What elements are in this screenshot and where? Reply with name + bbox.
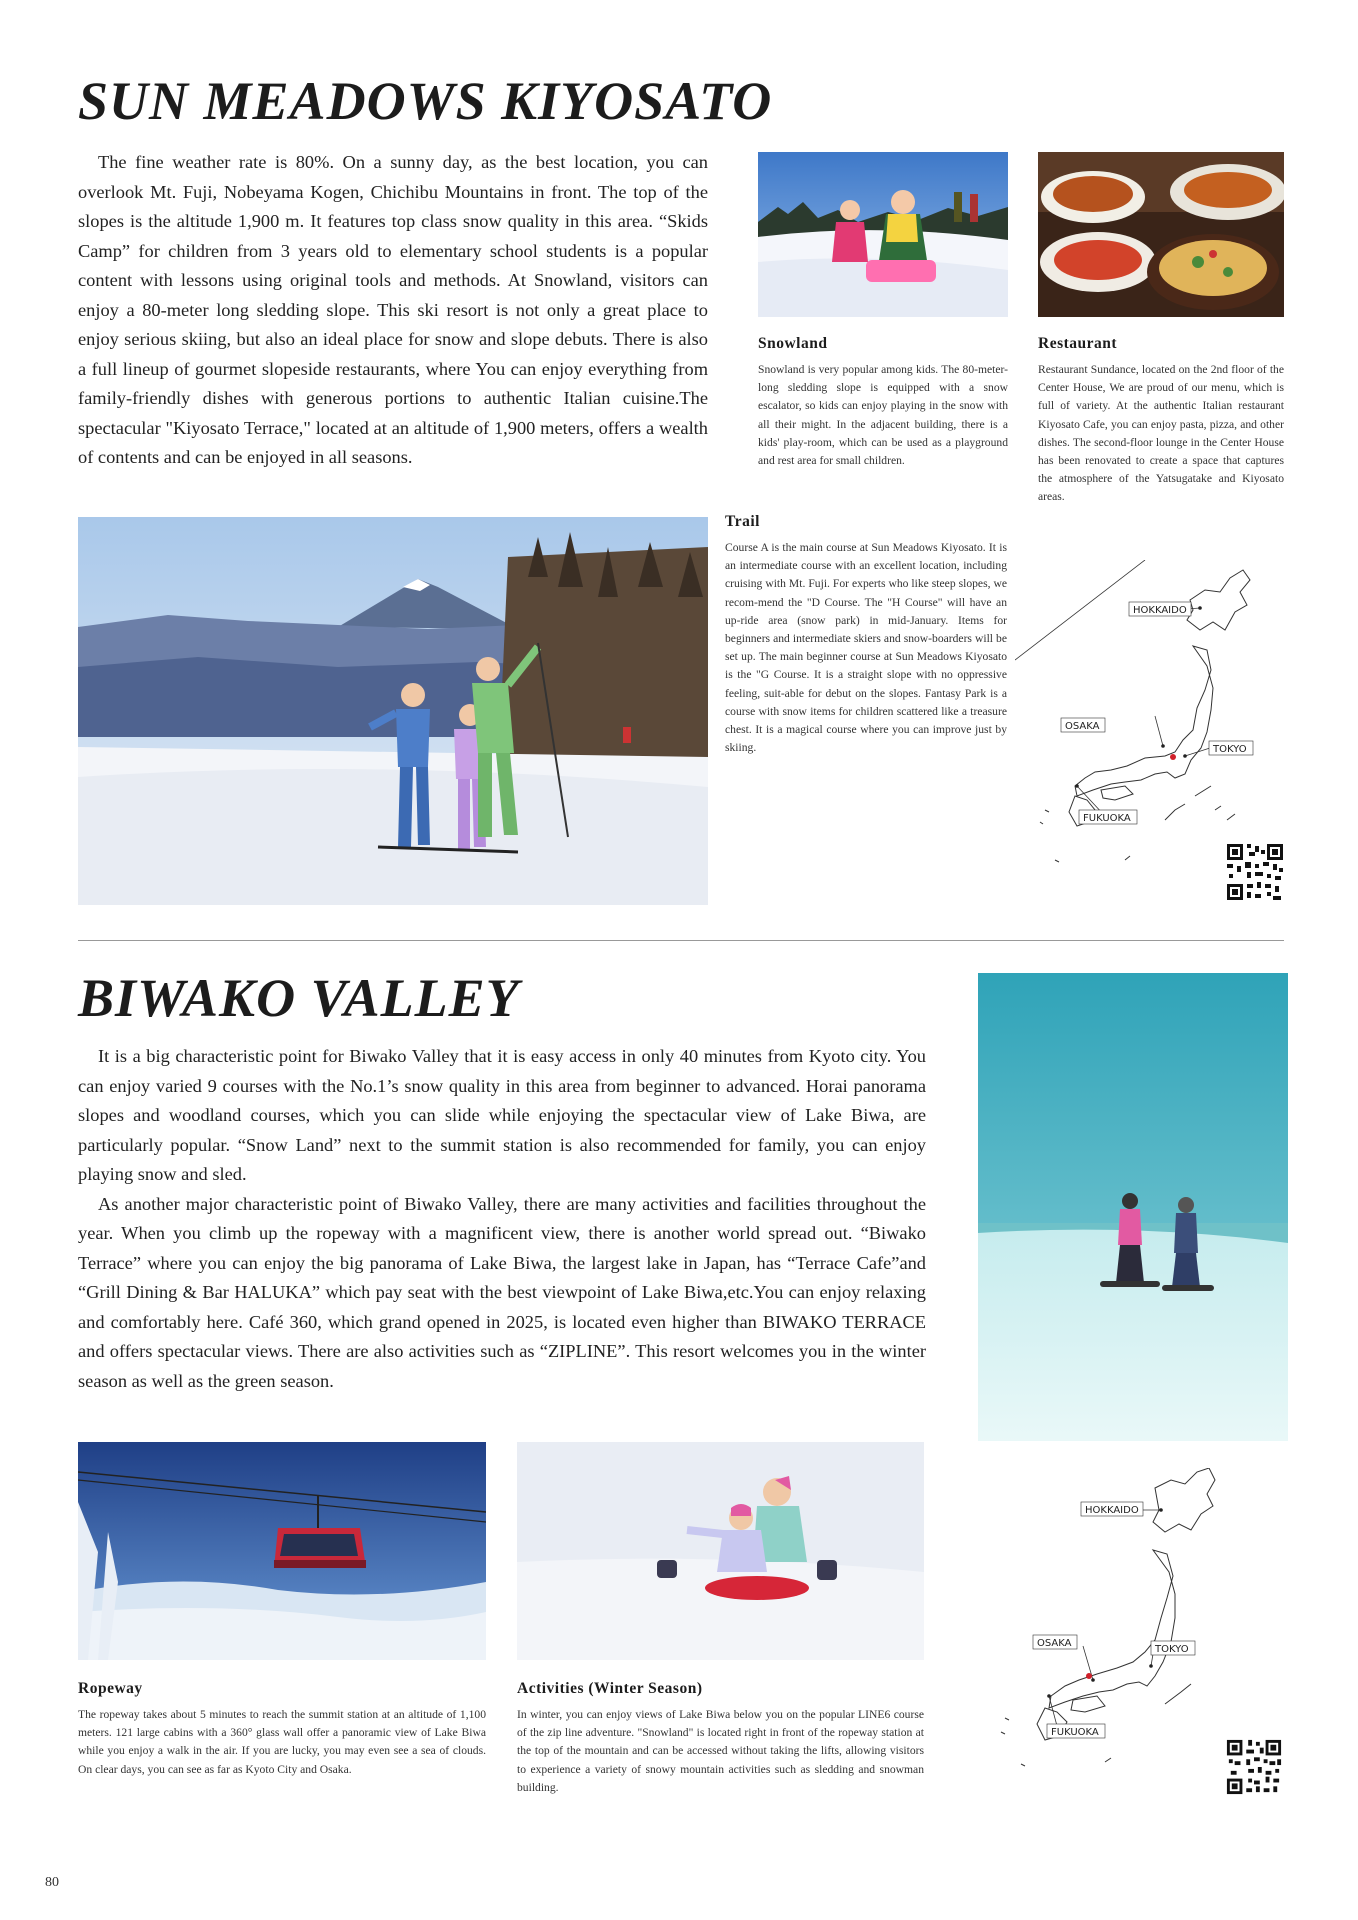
ropeway-title: Ropeway (78, 1680, 143, 1697)
snowland-caption (758, 335, 1008, 470)
biwako-intro (78, 1042, 926, 1396)
ropeway-photo (78, 1442, 486, 1660)
sledding-photo (517, 1442, 924, 1660)
sun-meadows-main-photo (78, 517, 708, 905)
activities-caption (517, 1680, 924, 1797)
restaurant-caption (1038, 335, 1284, 507)
ropeway-caption (78, 1680, 486, 1779)
section-title-biwako-valley: BIWAKO VALLEY (78, 968, 520, 1028)
trail-caption (725, 513, 1007, 757)
restaurant-body: Restaurant Sundance, located on the 2nd floor of the Center House, We are proud of our menu, which is full of variety. At the authentic Italian restaurant Kiyosato Cafe, you can enjoy pasta, pizza, and other dishes. The second-floor lounge in the Center House has been renovated to create a space that captures the atmosphere of the Yatsugatake and Kiyosato areas. (1038, 363, 1284, 504)
snowland-title: Snowland (758, 335, 828, 352)
snowland-body: Snowland is very popular among kids. The 80-meter-long sledding slope is equipped with a snow escalator, so kids can enjoy playing in the snow with all their might. In the adjacent building, there is a kids' play-room, which can be used as a playground and rest area for small children. (758, 363, 1008, 468)
qr-code-sun-meadows[interactable] (1225, 842, 1285, 902)
restaurant-photo (1038, 152, 1284, 317)
biwako-intro-p1: It is a big characteristic point for Biwako Valley that it is easy access in only 40 minutes from Kyoto city. You can enjoy varied 9 courses with the No.1’s snow quality in this area from beginner to advanced. Horai panorama slopes and woodland courses, which you can slide while enjoying the spectacular view of Lake Biwa, are particularly popular. “Snow Land” next to the summit station is also recommended for family, you can enjoy playing snow and sled. (78, 1046, 926, 1184)
japan-map-sun-meadows (1015, 560, 1295, 880)
map2-label-fukuoka: FUKUOKA (1051, 1727, 1099, 1738)
page-number: 80 (45, 1875, 59, 1890)
trail-body: Course A is the main course at Sun Meadows Kiyosato. It is an intermediate course with an excellent location, including cruising with Mt. Fuji. For experts who like steep slopes, we recom-mend the "D Course. The "H Course" will have an up-ride area (snow park) in mid-January. Items for beginners and intermediate skiers and snow-boarders will be set up. The main beginner course at Sun Meadows Kiyosato is the "G Course. It is a straight slope with no oppressive feeling, suit-able for debut on the slopes. Fantasy Park is a course with snow items for children scattered like a treasure chest. It is a magical course where you can improve just by skiing. (725, 541, 1007, 755)
qr-code-biwako[interactable] (1225, 1738, 1283, 1796)
map1-label-tokyo: TOKYO (1213, 744, 1247, 755)
snowland-photo (758, 152, 1008, 317)
restaurant-title: Restaurant (1038, 335, 1118, 352)
biwako-snowboard-photo (978, 973, 1288, 1441)
map1-label-fukuoka: FUKUOKA (1083, 813, 1131, 824)
sun-meadows-intro: The fine weather rate is 80%. On a sunny day, as the best location, you can overlook Mt. Fuji, Nobeyama Kogen, Chichibu Mountains in front. The top of the slopes is the altitude 1,900 m. It features top class snow quality in this area. “Skids Camp” for children from 3 years old to elementary school students is a popular content with lessons using original tools and methods. At Snowland, visitors can enjoy a 80-meter long sledding slope. This ski resort is not only a great place to enjoy serious skiing, but also an ideal place for snow and slope debuts. There is also a full lineup of gourmet slopeside restaurants, where You can enjoy everything from family-friendly dishes with generous portions to authentic Italian cuisine.The spectacular "Kiyosato Terrace," located at an altitude of 1,900 meters, offers a wealth of contents and can be enjoyed in all seasons. (78, 152, 708, 467)
section-title-sun-meadows: SUN MEADOWS KIYOSATO (78, 71, 773, 131)
map2-label-hokkaido: HOKKAIDO (1085, 1505, 1139, 1516)
activities-body: In winter, you can enjoy views of Lake Biwa below you on the popular LINE6 course of the zip line adventure. "Snowland" is located right in front of the ropeway station at the top of the mountain and can be accessed without taking the lifts, allowing visitors to experience a variety of snowy mountain activities such as sledding and snowman building. (517, 1708, 924, 1794)
section-divider (78, 940, 1284, 941)
map1-label-hokkaido: HOKKAIDO (1133, 605, 1187, 616)
map1-label-osaka: OSAKA (1065, 721, 1100, 732)
activities-title: Activities (Winter Season) (517, 1680, 703, 1697)
ropeway-body: The ropeway takes about 5 minutes to reach the summit station at an altitude of 1,100 meters. 121 large cabins with a 360° glass wall offer a panoramic view of Lake Biwa while you enjoy a walk in the air. If you are lucky, you may even see a sea of clouds. On clear days, you can see as far as Kyoto City and Osaka. (78, 1708, 486, 1776)
map2-label-osaka: OSAKA (1037, 1638, 1072, 1649)
map2-label-tokyo: TOKYO (1155, 1644, 1189, 1655)
japan-map-biwako (985, 1468, 1275, 1768)
biwako-intro-p2: As another major characteristic point of Biwako Valley, there are many activities and facilities throughout the year. When you climb up the ropeway with a magnificent view, there is another world spread out. “Biwako Terrace” where you can enjoy the big panorama of Lake Biwa, the largest lake in Japan, has “Terrace Cafe”and “Grill Dining & Bar HALUKA” which pay seat with the best viewpoint of Lake Biwa,etc.You can enjoy relaxing and comfortably here. Café 360, which grand opened in 2025, is located even higher than BIWAKO TERRACE and offers spectacular views. There are also activities such as “ZIPLINE”. This resort welcomes you in the winter season as well as the green season. (78, 1193, 926, 1391)
trail-title: Trail (725, 513, 760, 530)
